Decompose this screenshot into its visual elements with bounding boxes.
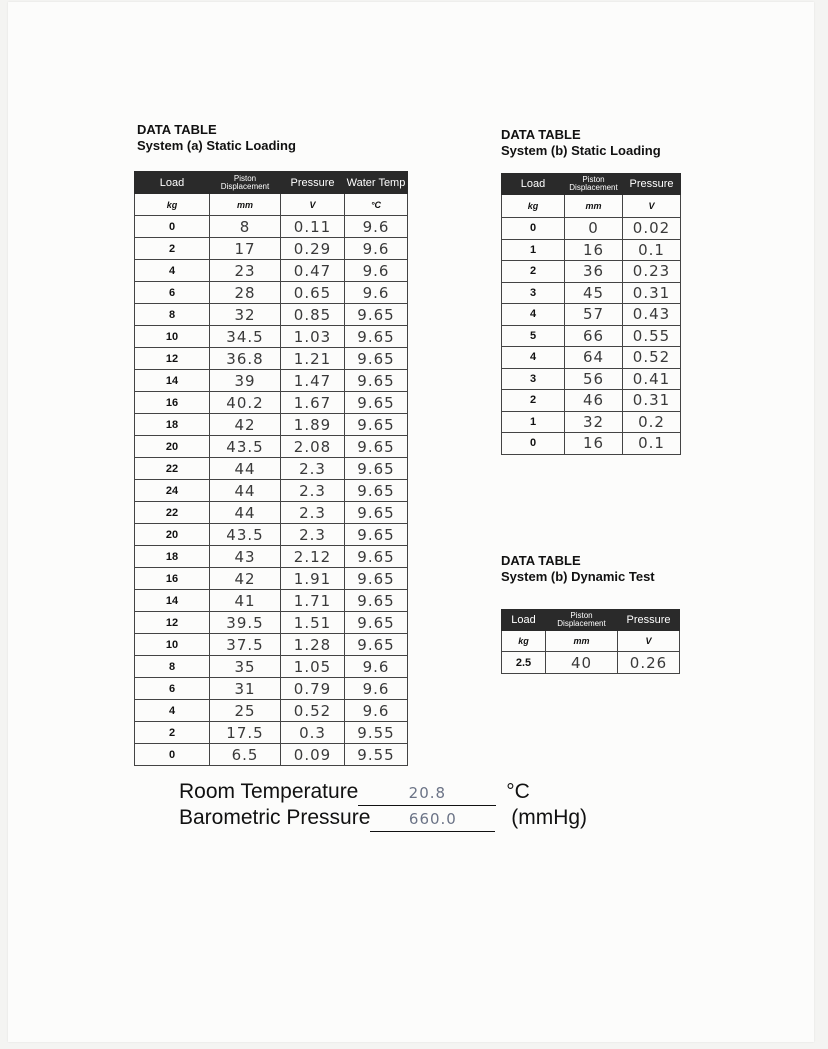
load-cell: 3 <box>502 368 565 390</box>
value-cell: 9.65 <box>345 480 408 502</box>
room-temperature-value: 20.8 <box>358 781 496 806</box>
value-cell: 0.1 <box>623 239 681 261</box>
barometric-pressure-unit: (mmHg) <box>511 806 588 829</box>
unit-cell: °C <box>345 194 408 216</box>
table-row <box>135 348 408 370</box>
table-row <box>135 436 408 458</box>
value-cell: 9.55 <box>345 744 408 766</box>
value-cell: 40.2 <box>210 392 281 414</box>
load-cell: 16 <box>135 568 210 590</box>
table-row <box>135 744 408 766</box>
table-row <box>502 368 681 390</box>
table-row <box>135 590 408 612</box>
table-row <box>135 546 408 568</box>
value-cell: 0.43 <box>623 304 681 326</box>
value-cell: 0.23 <box>623 261 681 283</box>
load-cell: 12 <box>135 348 210 370</box>
room-temperature-line <box>179 780 530 806</box>
value-cell: 0.41 <box>623 368 681 390</box>
value-cell: 0 <box>565 218 623 240</box>
value-cell: 9.6 <box>345 238 408 260</box>
value-cell: 9.65 <box>345 590 408 612</box>
value-cell: 9.65 <box>345 546 408 568</box>
table-b-static-subtitle: System (b) Static Loading <box>501 143 661 158</box>
value-cell: 9.65 <box>345 568 408 590</box>
table-row <box>135 678 408 700</box>
table-row <box>502 347 681 369</box>
value-cell: 1.03 <box>281 326 345 348</box>
table-row <box>502 239 681 261</box>
table-row <box>135 524 408 546</box>
value-cell: 2.3 <box>281 502 345 524</box>
table-row <box>135 370 408 392</box>
load-cell: 8 <box>135 304 210 326</box>
table-row <box>135 612 408 634</box>
unit-cell: mm <box>546 631 618 652</box>
header-pressure: Pressure <box>623 174 681 195</box>
table-b-dynamic-title: DATA TABLE <box>501 553 581 568</box>
value-cell: 9.65 <box>345 436 408 458</box>
value-cell: 23 <box>210 260 281 282</box>
header-load: Load <box>502 610 546 631</box>
value-cell: 9.6 <box>345 260 408 282</box>
load-cell: 8 <box>135 656 210 678</box>
value-cell: 42 <box>210 414 281 436</box>
value-cell: 43.5 <box>210 524 281 546</box>
unit-cell: mm <box>210 194 281 216</box>
value-cell: 0.65 <box>281 282 345 304</box>
value-cell: 1.05 <box>281 656 345 678</box>
value-cell: 1.21 <box>281 348 345 370</box>
table-b-static-heading <box>501 127 661 159</box>
value-cell: 8 <box>210 216 281 238</box>
table-row <box>135 414 408 436</box>
header-load: Load <box>502 174 565 195</box>
value-cell: 1.91 <box>281 568 345 590</box>
table-row <box>135 502 408 524</box>
value-cell: 9.65 <box>345 348 408 370</box>
room-temperature-unit: °C <box>506 780 530 803</box>
value-cell: 16 <box>565 433 623 455</box>
load-cell: 0 <box>135 744 210 766</box>
value-cell: 6.5 <box>210 744 281 766</box>
value-cell: 17 <box>210 238 281 260</box>
table-row <box>502 282 681 304</box>
value-cell: 9.6 <box>345 216 408 238</box>
value-cell: 0.02 <box>623 218 681 240</box>
value-cell: 28 <box>210 282 281 304</box>
load-cell: 18 <box>135 414 210 436</box>
value-cell: 32 <box>565 411 623 433</box>
value-cell: 9.65 <box>345 458 408 480</box>
value-cell: 9.65 <box>345 370 408 392</box>
table-row <box>135 722 408 744</box>
table-row <box>502 652 680 674</box>
value-cell: 0.79 <box>281 678 345 700</box>
table-row <box>502 325 681 347</box>
load-cell: 2 <box>502 261 565 283</box>
load-cell: 14 <box>135 590 210 612</box>
value-cell: 0.52 <box>281 700 345 722</box>
value-cell: 57 <box>565 304 623 326</box>
load-cell: 2 <box>135 722 210 744</box>
value-cell: 0.11 <box>281 216 345 238</box>
load-cell: 20 <box>135 436 210 458</box>
barometric-pressure-label: Barometric Pressure <box>179 806 371 829</box>
load-cell: 0 <box>502 218 565 240</box>
value-cell: 9.6 <box>345 282 408 304</box>
load-cell: 1 <box>502 239 565 261</box>
value-cell: 64 <box>565 347 623 369</box>
unit-cell: kg <box>135 194 210 216</box>
value-cell: 0.3 <box>281 722 345 744</box>
load-cell: 6 <box>135 678 210 700</box>
value-cell: 0.52 <box>623 347 681 369</box>
value-cell: 1.67 <box>281 392 345 414</box>
value-cell: 2.3 <box>281 524 345 546</box>
table-row <box>502 304 681 326</box>
unit-cell: V <box>623 195 681 218</box>
value-cell: 42 <box>210 568 281 590</box>
load-cell: 12 <box>135 612 210 634</box>
table-row <box>135 326 408 348</box>
table-row <box>135 700 408 722</box>
value-cell: 0.85 <box>281 304 345 326</box>
load-cell: 16 <box>135 392 210 414</box>
header-piston-displacement: Piston Displacement <box>546 610 618 631</box>
value-cell: 36 <box>565 261 623 283</box>
value-cell: 9.65 <box>345 326 408 348</box>
table-row <box>135 458 408 480</box>
value-cell: 0.47 <box>281 260 345 282</box>
load-cell: 6 <box>135 282 210 304</box>
value-cell: 35 <box>210 656 281 678</box>
value-cell: 56 <box>565 368 623 390</box>
table-b-dynamic-test <box>501 609 680 674</box>
table-row <box>135 238 408 260</box>
unit-cell: mm <box>565 195 623 218</box>
load-cell: 1 <box>502 411 565 433</box>
load-cell: 2 <box>135 238 210 260</box>
value-cell: 9.65 <box>345 612 408 634</box>
table-row <box>135 656 408 678</box>
value-cell: 2.3 <box>281 458 345 480</box>
value-cell: 36.8 <box>210 348 281 370</box>
value-cell: 46 <box>565 390 623 412</box>
header-piston-displacement: Piston Displacement <box>565 174 623 195</box>
load-cell: 10 <box>135 326 210 348</box>
unit-cell: kg <box>502 631 546 652</box>
value-cell: 1.71 <box>281 590 345 612</box>
units-row <box>502 195 681 218</box>
load-cell: 10 <box>135 634 210 656</box>
value-cell: 2.3 <box>281 480 345 502</box>
barometric-pressure-line <box>179 806 587 832</box>
value-cell: 31 <box>210 678 281 700</box>
value-cell: 1.28 <box>281 634 345 656</box>
value-cell: 1.89 <box>281 414 345 436</box>
load-cell: 4 <box>502 347 565 369</box>
header-water-temp: Water Temp <box>345 172 408 194</box>
load-cell: 22 <box>135 502 210 524</box>
table-row <box>135 634 408 656</box>
value-cell: 9.6 <box>345 656 408 678</box>
value-cell: 0.26 <box>618 652 680 674</box>
value-cell: 9.65 <box>345 304 408 326</box>
value-cell: 39 <box>210 370 281 392</box>
value-cell: 9.6 <box>345 700 408 722</box>
units-row <box>135 194 408 216</box>
value-cell: 9.65 <box>345 414 408 436</box>
value-cell: 0.29 <box>281 238 345 260</box>
room-temperature-label: Room Temperature <box>179 780 359 803</box>
header-pressure: Pressure <box>281 172 345 194</box>
table-a-subtitle: System (a) Static Loading <box>137 138 296 153</box>
value-cell: 0.55 <box>623 325 681 347</box>
load-cell: 3 <box>502 282 565 304</box>
value-cell: 45 <box>565 282 623 304</box>
value-cell: 9.65 <box>345 634 408 656</box>
load-cell: 14 <box>135 370 210 392</box>
value-cell: 0.1 <box>623 433 681 455</box>
value-cell: 9.65 <box>345 392 408 414</box>
table-row <box>502 390 681 412</box>
load-cell: 2.5 <box>502 652 546 674</box>
load-cell: 0 <box>135 216 210 238</box>
load-cell: 5 <box>502 325 565 347</box>
value-cell: 17.5 <box>210 722 281 744</box>
value-cell: 9.65 <box>345 524 408 546</box>
table-b-static-title: DATA TABLE <box>501 127 581 142</box>
table-row <box>135 568 408 590</box>
value-cell: 0.31 <box>623 390 681 412</box>
value-cell: 44 <box>210 458 281 480</box>
table-a-static-loading <box>134 171 408 766</box>
value-cell: 0.09 <box>281 744 345 766</box>
value-cell: 25 <box>210 700 281 722</box>
value-cell: 1.51 <box>281 612 345 634</box>
load-cell: 2 <box>502 390 565 412</box>
header-piston-displacement: Piston Displacement <box>210 172 281 194</box>
value-cell: 2.08 <box>281 436 345 458</box>
data-sheet-page <box>8 2 814 1042</box>
table-b-static-loading <box>501 173 681 455</box>
value-cell: 40 <box>546 652 618 674</box>
load-cell: 22 <box>135 458 210 480</box>
table-row <box>135 282 408 304</box>
table-row <box>502 261 681 283</box>
table-row <box>135 392 408 414</box>
value-cell: 37.5 <box>210 634 281 656</box>
value-cell: 34.5 <box>210 326 281 348</box>
value-cell: 9.55 <box>345 722 408 744</box>
value-cell: 1.47 <box>281 370 345 392</box>
table-row <box>502 433 681 455</box>
table-row <box>502 411 681 433</box>
value-cell: 43 <box>210 546 281 568</box>
unit-cell: V <box>618 631 680 652</box>
table-b-dynamic-heading <box>501 553 655 585</box>
units-row <box>502 631 680 652</box>
header-pressure: Pressure <box>618 610 680 631</box>
table-row <box>135 260 408 282</box>
load-cell: 4 <box>135 260 210 282</box>
table-a-heading <box>137 122 296 154</box>
load-cell: 20 <box>135 524 210 546</box>
value-cell: 32 <box>210 304 281 326</box>
barometric-pressure-value: 660.0 <box>370 807 495 832</box>
table-row <box>135 216 408 238</box>
load-cell: 0 <box>502 433 565 455</box>
value-cell: 0.31 <box>623 282 681 304</box>
load-cell: 4 <box>502 304 565 326</box>
unit-cell: V <box>281 194 345 216</box>
value-cell: 44 <box>210 502 281 524</box>
table-row <box>502 218 681 240</box>
unit-cell: kg <box>502 195 565 218</box>
load-cell: 18 <box>135 546 210 568</box>
value-cell: 9.65 <box>345 502 408 524</box>
header-load: Load <box>135 172 210 194</box>
table-row <box>135 480 408 502</box>
value-cell: 66 <box>565 325 623 347</box>
value-cell: 9.6 <box>345 678 408 700</box>
value-cell: 41 <box>210 590 281 612</box>
value-cell: 16 <box>565 239 623 261</box>
value-cell: 0.2 <box>623 411 681 433</box>
value-cell: 39.5 <box>210 612 281 634</box>
load-cell: 4 <box>135 700 210 722</box>
value-cell: 43.5 <box>210 436 281 458</box>
table-a-title: DATA TABLE <box>137 122 217 137</box>
value-cell: 2.12 <box>281 546 345 568</box>
table-row <box>135 304 408 326</box>
load-cell: 24 <box>135 480 210 502</box>
table-b-dynamic-subtitle: System (b) Dynamic Test <box>501 569 655 584</box>
value-cell: 44 <box>210 480 281 502</box>
